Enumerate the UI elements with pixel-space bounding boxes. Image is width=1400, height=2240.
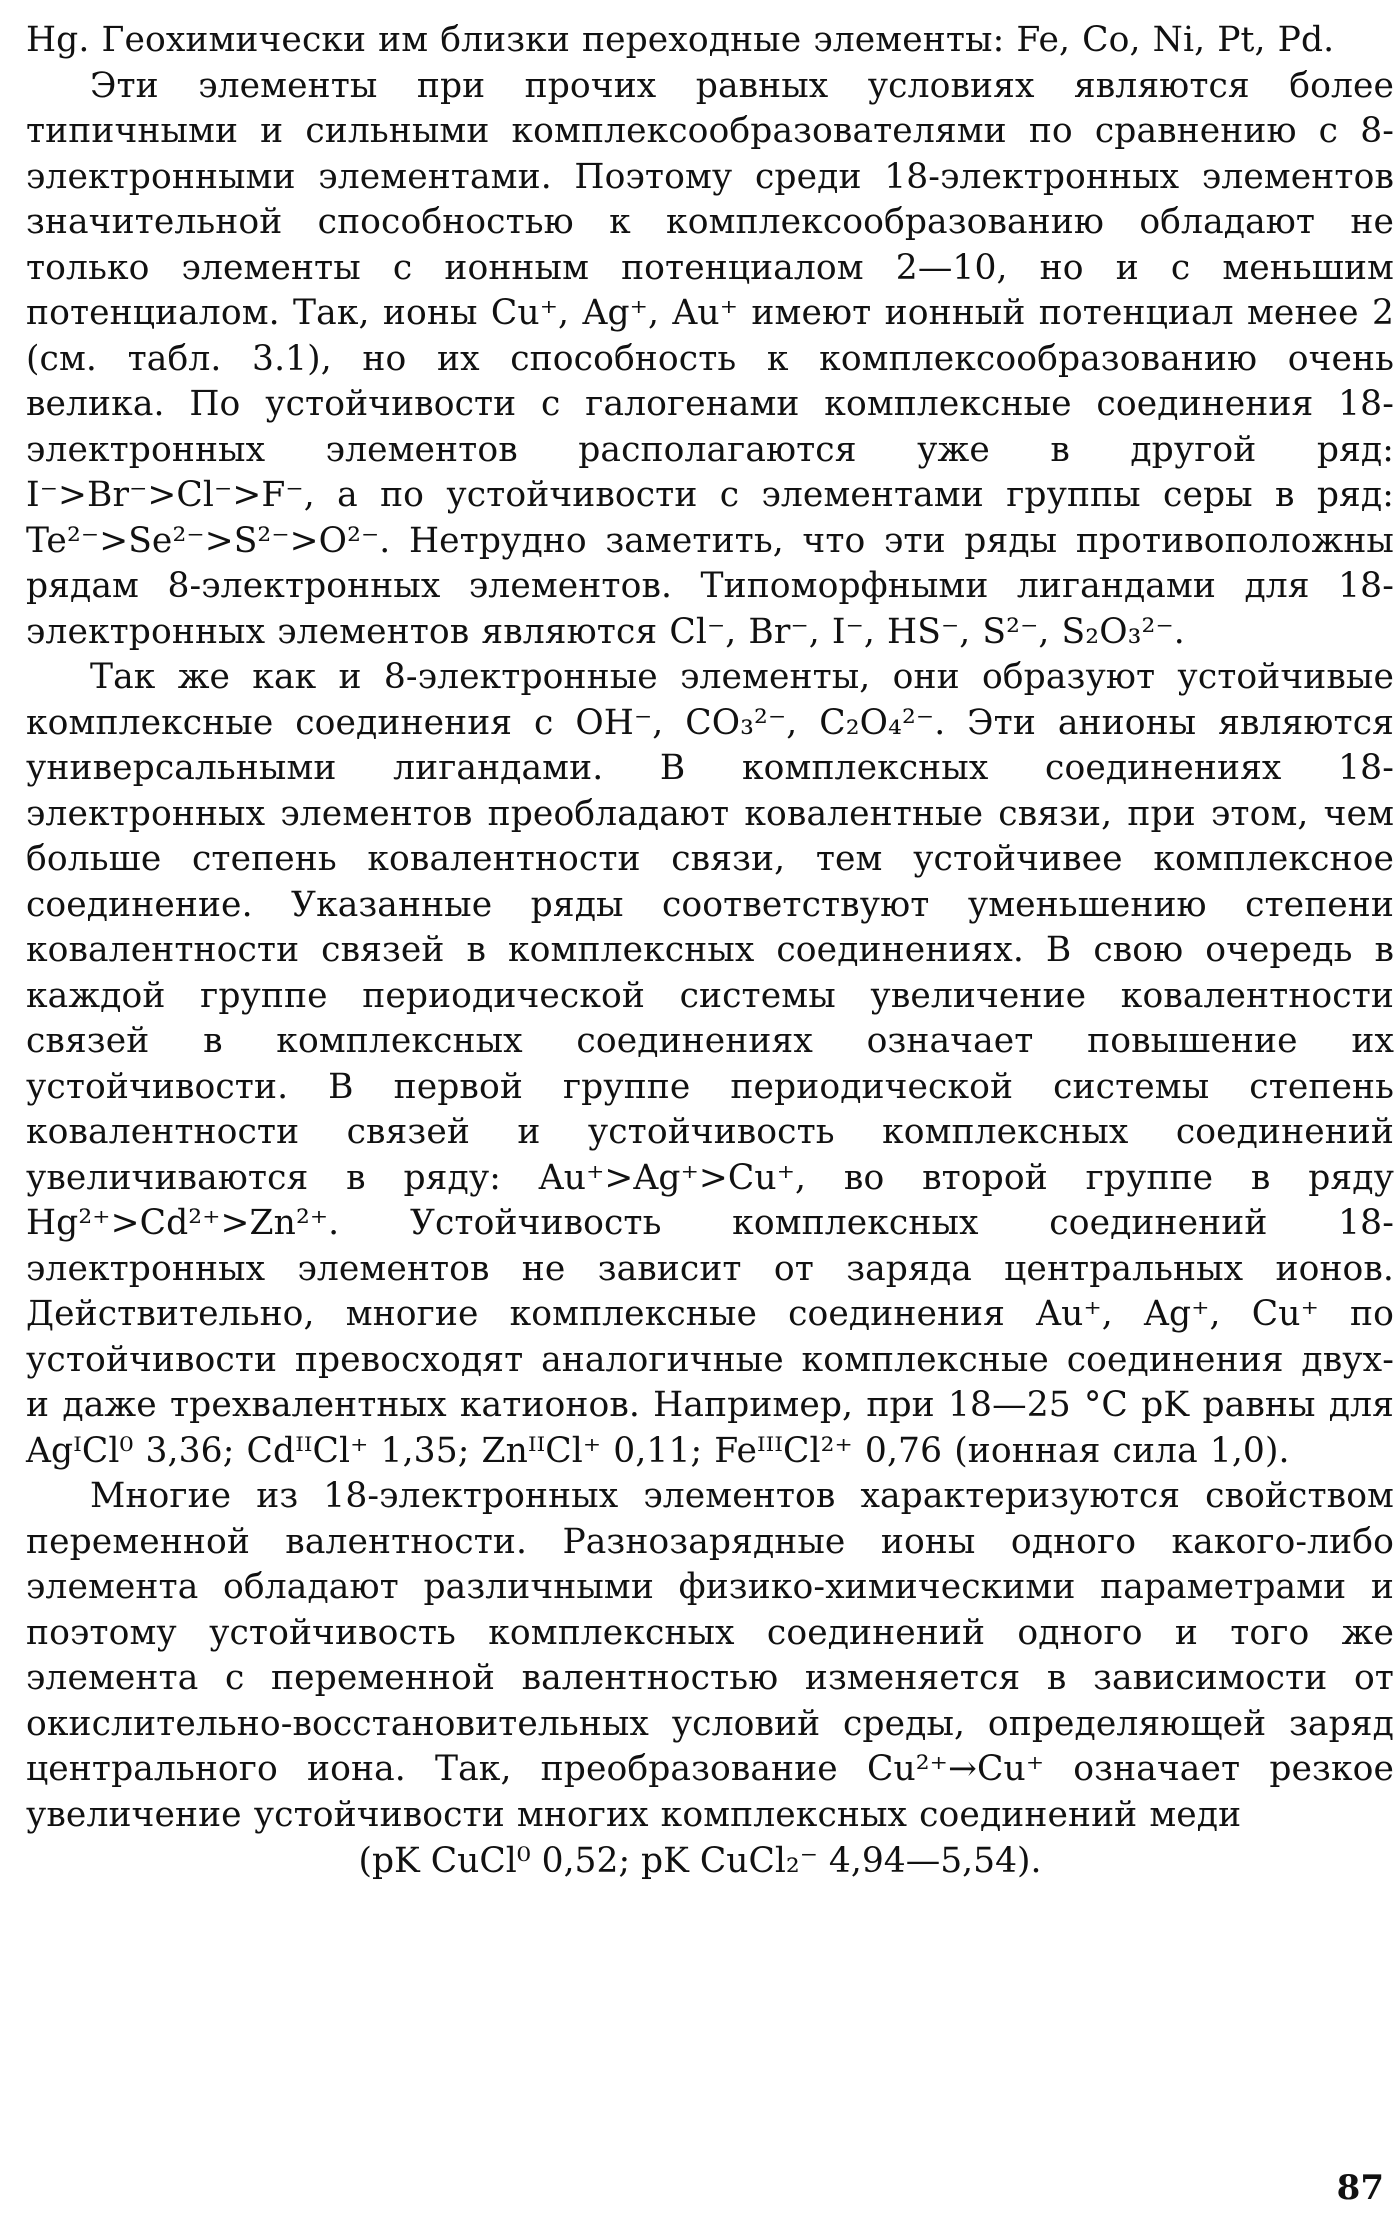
formula-stability-constants: (pK CuCl⁰ 0,52; pK CuCl₂⁻ 4,94—5,54). <box>358 1841 1042 1881</box>
paragraph-variable-valence: Многие из 18-электронных элементов характеризуются свойством переменной валентности. Разнозарядные ионы одного какого-либо элемента обладают различными физико-химическими параметрами и поэтому устойчивость комплексных соединений одного и того же элемента с переменной валентностью изменяется в зависимости от окислительно-восстановительных условий среды, определяющей заряд центрального иона. Так, преобразование Cu²⁺→Cu⁺ означает резкое увеличение устойчивости многих комплексных соединений меди <box>26 1476 1394 1835</box>
paragraph-complexing-properties: Эти элементы при прочих равных условиях являются более типичными и сильными комплексообразователями по сравнению с 8-электронными элементами. Поэтому среди 18-электронных элементов значительной способностью к комплексообразованию обладают не только элементы с ионным потенциалом 2—10, но и с меньшим потенциалом. Так, ионы Cu⁺, Ag⁺, Au⁺ имеют ионный потенциал менее 2 (см. табл. 3.1), но их способность к комплексообразованию очень велика. По устойчивости с галогенами комплексные соединения 18-электронных элементов располагаются уже в другой ряд: I⁻>Br⁻>Cl⁻>F⁻, а по устойчивости с элементами группы серы в ряд: Te²⁻>Se²⁻>S²⁻>O²⁻. Нетрудно заметить, что эти ряды противоположны рядам 8-электронных элементов. Типоморфными лигандами для 18-электронных элементов являются Cl⁻, Br⁻, I⁻, HS⁻, S²⁻, S₂O₃²⁻. <box>26 65 1394 652</box>
page-number: 87 <box>1336 2168 1384 2208</box>
paragraph-continuation: Hg. Геохимически им близки переходные элементы: Fe, Co, Ni, Pt, Pd. <box>26 20 1335 60</box>
paragraph-ligands-covalence: Так же как и 8-электронные элементы, они образуют устойчивые комплексные соединения с OH⁻, CO₃²⁻, C₂O₄²⁻. Эти анионы являются универсальными лигандами. В комплексных соединениях 18-электронных элементов преобладают ковалентные связи, при этом, чем больше степень ковалентности связи, тем устойчивее комплексное соединение. Указанные ряды соответствуют уменьшению степени ковалентности связей в комплексных соединениях. В свою очередь в каждой группе периодической системы увеличение ковалентности связей в комплексных соединениях означает повышение их устойчивости. В первой группе периодической системы степень ковалентности связей и устойчивость комплексных соединений увеличиваются в ряду: Au⁺>Ag⁺>Cu⁺, во второй группе в ряду Hg²⁺>Cd²⁺>Zn²⁺. Устойчивость комплексных соединений 18-электронных элементов не зависит от заряда центральных ионов. Действительно, многие комплексные соединения Au⁺, Ag⁺, Cu⁺ по устойчивости превосходят аналогичные комплексные соединения двух- и даже трехвалентных катионов. Например, при 18—25 °C pK равны для AgᴵCl⁰ 3,36; CdᴵᴵCl⁺ 1,35; ZnᴵᴵCl⁺ 0,11; FeᴵᴵᴵCl²⁺ 0,76 (ионная сила 1,0). <box>26 657 1394 1471</box>
page-body <box>26 18 1394 1884</box>
